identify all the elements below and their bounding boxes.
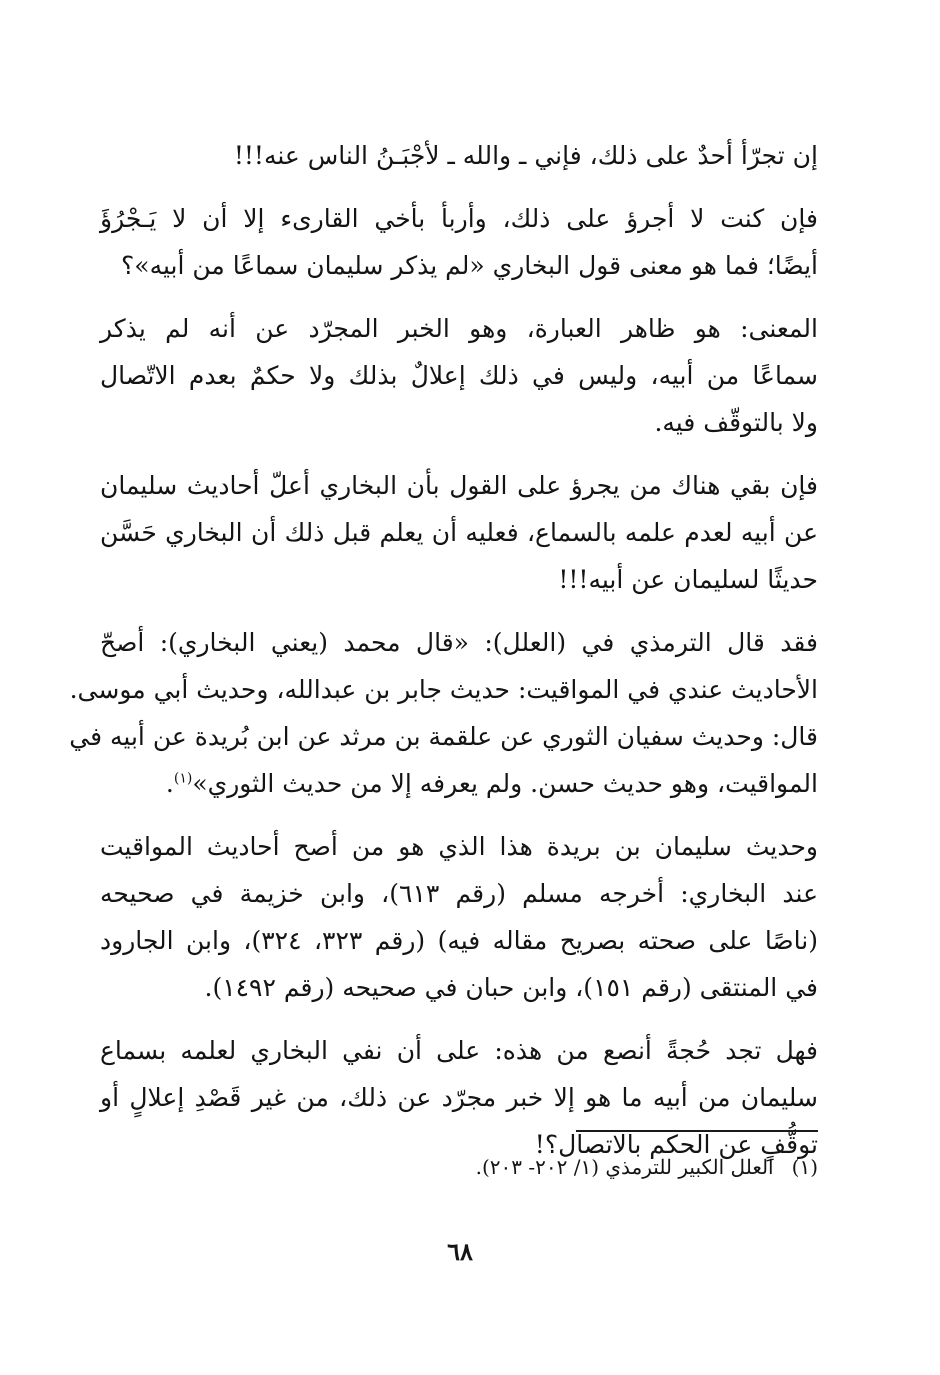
text-line: عن أبيه لعدم علمه بالسماع، فعليه أن يعلم قبل ذلك أن البخاري حَسَّن	[100, 518, 818, 547]
text-line: سليمان من أبيه ما هو إلا خبر مجرّد عن ذلك، من غير قَصْدِ إعلالٍ أو	[100, 1083, 818, 1112]
text-line: المعنى: هو ظاهر العبارة، وهو الخبر المجرّد عن أنه لم يذكر	[100, 314, 818, 343]
text-line: الأحاديث عندي في المواقيت: حديث جابر بن عبدالله، وحديث أبي موسى.	[69, 675, 818, 704]
text-line: ولا بالتوقّف فيه.	[654, 408, 818, 437]
footnote-number: (١)	[791, 1155, 818, 1179]
text-line: في المنتقى (رقم ١٥١)، وابن حبان في صحيحه (رقم ١٤٩٢).	[204, 973, 818, 1002]
paragraph-7	[100, 1027, 818, 1168]
paragraph-1	[100, 132, 818, 179]
text-line: قال: وحديث سفيان الثوري عن علقمة بن مرثد عن ابن بُريدة عن أبيه في	[69, 722, 818, 751]
paragraph-5	[69, 619, 818, 807]
text-line: فهل تجد حُجةً أنصع من هذه: على أن نفي البخاري لعلمه بسماع	[100, 1036, 818, 1065]
sentence-end: .	[165, 769, 174, 798]
text-line: المواقيت، وهو حديث حسن. ولم يعرفه إلا من حديث الثوري»	[192, 769, 818, 798]
text-line: إن تجرّأ أحدٌ على ذلك، فإني ـ والله ـ لأجْبَـنُ الناس عنه!!!	[233, 141, 818, 170]
text-line: سماعًا من أبيه، وليس في ذلك إعلالٌ بذلك ولا حكمٌ بعدم الاتّصال	[100, 361, 818, 390]
text-line-with-footnote	[100, 760, 818, 807]
text-line: حديثًا لسليمان عن أبيه!!!	[558, 565, 818, 594]
paragraph-2	[100, 195, 818, 289]
footnote-text: العلل الكبير للترمذي (١/ ٢٠٢- ٢٠٣).	[475, 1155, 774, 1179]
text-line: عند البخاري: أخرجه مسلم (رقم ٦١٣)، وابن خزيمة في صحيحه	[100, 879, 818, 908]
paragraph-4	[100, 462, 818, 603]
page-number: ٦٨	[447, 1237, 473, 1266]
main-text	[69, 132, 818, 1184]
text-line: وحديث سليمان بن بريدة هذا الذي هو من أصح أحاديث المواقيت	[100, 832, 818, 861]
footnote	[100, 1150, 818, 1184]
text-line: أيضًا؛ فما هو معنى قول البخاري «لم يذكر سليمان سماعًا من أبيه»؟	[121, 251, 818, 280]
text-line: فإن بقي هناك من يجرؤ على القول بأن البخاري أعلّ أحاديث سليمان	[100, 471, 818, 500]
text-line: (ناصًا على صحته بصريح مقاله فيه) (رقم ٣٢٣، ٣٢٤)، وابن الجارود	[100, 926, 818, 955]
footnote-separator	[576, 1130, 818, 1132]
text-line: توقُّفٍ عن الحكم بالاتصال؟!	[534, 1130, 818, 1159]
paragraph-6	[100, 823, 818, 1011]
text-line: فإن كنت لا أجرؤ على ذلك، وأربأ بأخي القارىء إلا أن لا يَـجْرُؤَ	[100, 204, 818, 233]
paragraph-3	[100, 305, 818, 446]
text-line: فقد قال الترمذي في (العلل): «قال محمد (يعني البخاري): أصحّ	[100, 628, 818, 657]
footnote-reference[interactable]: (١)	[173, 770, 193, 787]
